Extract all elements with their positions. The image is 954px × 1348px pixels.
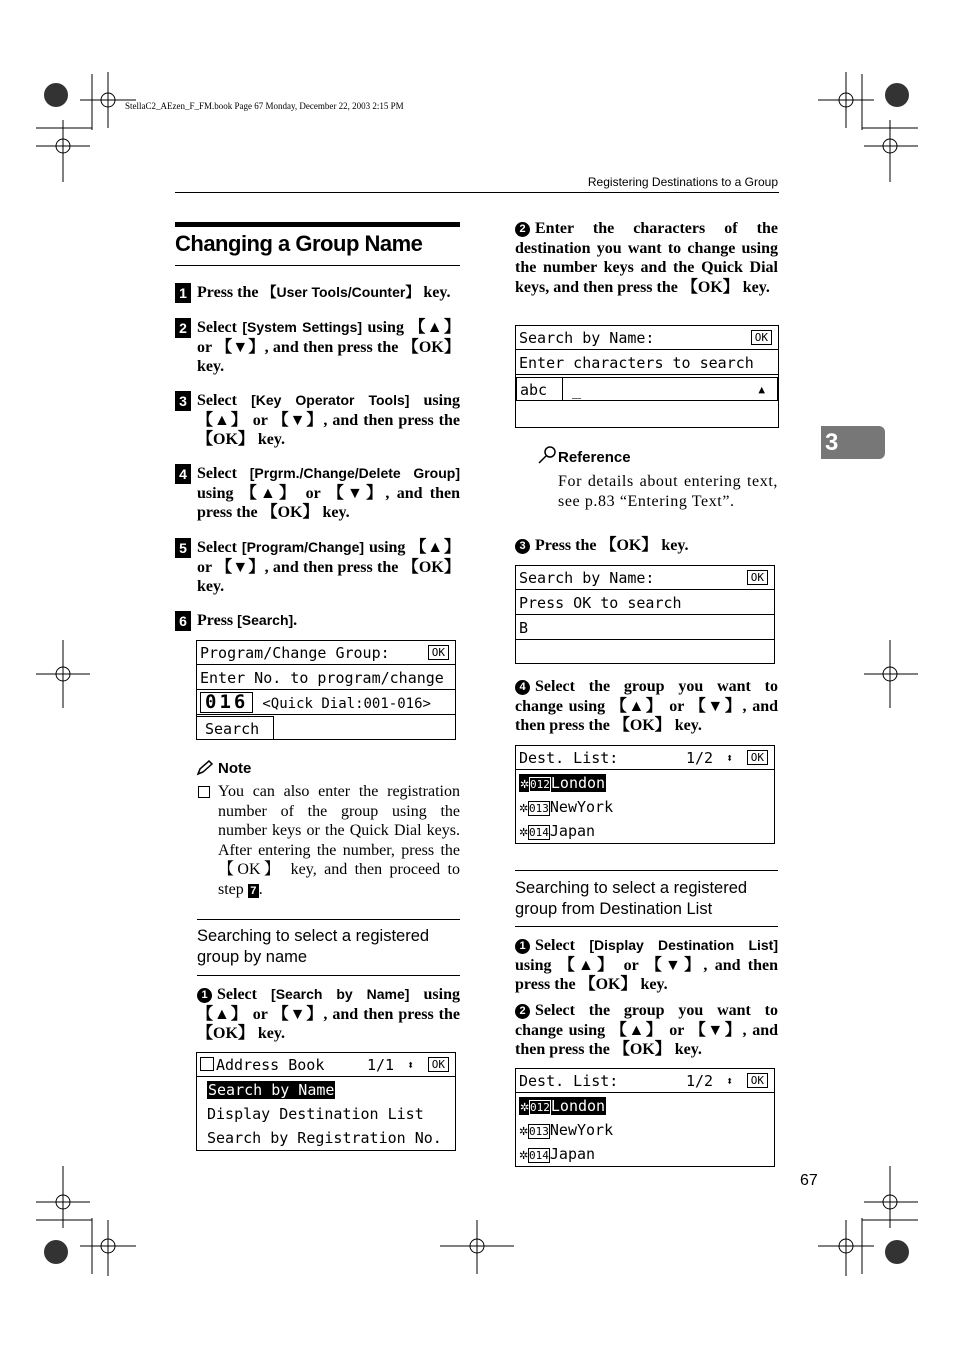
step-4: 4 Select [Prgrm./Change/Delete Group] using 【▲】 or 【▼】, and then press the 【OK】 key. xyxy=(197,464,460,523)
ok-badge: OK xyxy=(751,330,772,345)
page-indicator: 1/2 xyxy=(686,1072,714,1090)
dest-step-2: 2 Select the group you want to change using 【▲】 or 【▼】, and then press the 【OK】 key. xyxy=(515,1002,778,1059)
pencil-icon xyxy=(196,760,214,776)
step-2: 2 Select [System Settings] using 【▲】 or 【▼】, and then press the 【OK】 key. xyxy=(197,318,460,377)
key-label: [Display Destination List] xyxy=(589,937,778,953)
key-label: 【User Tools/Counter】 xyxy=(262,284,420,300)
page-indicator: 1/1 xyxy=(367,1056,395,1074)
step-5: 5 Select [Program/Change] using 【▲】 or 【▼】, and then press the 【OK】 key. xyxy=(197,538,460,597)
lcd-title: Dest. List: xyxy=(519,1072,619,1090)
group-icon: ✲ xyxy=(520,1097,530,1115)
subsection-by-name: Searching to select a registered group by name xyxy=(197,927,430,966)
key-label: [Prgrm./Change/Delete Group] xyxy=(249,465,460,481)
step-circle: 4 xyxy=(515,680,530,695)
lcd-title: Search by Name: xyxy=(519,569,655,587)
lcd-search-by-name-result xyxy=(515,565,775,664)
list-item[interactable]: ✲012London xyxy=(520,1097,606,1115)
subsection-rule-bottom xyxy=(515,926,778,927)
ok-badge: OK xyxy=(428,1057,449,1072)
scroll-arrows-icon: ⬍ xyxy=(726,1074,734,1088)
list-item[interactable]: ✲013NewYork xyxy=(519,798,614,816)
list-item[interactable]: ✲014Japan xyxy=(519,822,596,840)
ok-badge: OK xyxy=(747,750,768,765)
step-1: 1 Press the 【User Tools/Counter】 key. xyxy=(197,283,460,303)
key-label: [Program/Change] xyxy=(241,539,365,555)
subsection-rule-top xyxy=(515,870,778,871)
key-label: [Search] xyxy=(237,612,294,628)
checkbox-icon xyxy=(198,786,210,798)
lcd-search-by-name-input xyxy=(515,325,779,428)
note-heading: Note xyxy=(218,760,252,777)
reference-text: For details about entering text, see p.83 “Entering Text”. xyxy=(558,473,778,510)
page-indicator: 1/2 xyxy=(686,749,714,767)
input-mode: abc xyxy=(520,378,563,401)
menu-item-display-destination-list[interactable]: Display Destination List xyxy=(207,1105,424,1123)
lcd-prompt: Enter characters to search xyxy=(519,354,754,372)
list-item[interactable]: ✲012London xyxy=(520,774,606,792)
key-label: [Search by Name] xyxy=(271,986,410,1002)
note-text: You can also enter the registration number of the group using the number keys or the Quick Dial keys. After entering the number, press the 【OK】 key, and then proceed to step 7 . xyxy=(218,783,460,898)
quick-dial-range: <Quick Dial:001-016> xyxy=(262,696,431,712)
ok-badge: OK xyxy=(747,570,768,585)
key-label: [System Settings] xyxy=(242,319,363,335)
step-circle: 1 xyxy=(197,988,212,1003)
group-icon: ✲ xyxy=(519,822,529,840)
by-name-step-4: 4 Select the group you want to change using 【▲】 or 【▼】, and then press the 【OK】 key. xyxy=(515,678,778,735)
book-info-line: StellaC2_AEzen_F_FM.book Page 67 Monday, December 22, 2003 2:15 PM xyxy=(125,101,404,111)
group-icon: ✲ xyxy=(519,1145,529,1163)
magnifier-icon xyxy=(537,446,557,464)
reference-heading: Reference xyxy=(558,449,631,466)
lcd-address-book xyxy=(196,1052,456,1151)
ok-badge: OK xyxy=(428,645,449,660)
section-title: Changing a Group Name xyxy=(175,231,423,256)
step-number: 5 xyxy=(175,538,191,558)
ok-badge: OK xyxy=(747,1073,768,1088)
step-circle: 1 xyxy=(515,939,530,954)
step-number: 3 xyxy=(175,391,191,411)
group-number-input[interactable]: 016 xyxy=(200,692,253,713)
step-circle: 2 xyxy=(515,222,530,237)
step-3: 3 Select [Key Operator Tools] using 【▲】 or 【▼】, and then press the 【OK】 key. xyxy=(197,391,460,450)
page-number: 67 xyxy=(800,1172,818,1189)
step-number: 6 xyxy=(175,611,191,631)
step-circle: 3 xyxy=(515,539,530,554)
menu-item-search-by-registration[interactable]: Search by Registration No. xyxy=(207,1129,442,1147)
group-icon: ✲ xyxy=(520,774,530,792)
by-name-step-1: 1 Select [Search by Name] using 【▲】 or 【▼】, and then press the 【OK】 key. xyxy=(197,986,460,1043)
lcd-title: Search by Name: xyxy=(519,329,655,347)
by-name-step-2: 2 Enter the characters of the destination you want to change using the number keys and the Quick Dial keys, and then press the 【OK】 key. xyxy=(515,220,778,296)
by-name-step-3: 3 Press the 【OK】 key. xyxy=(515,536,778,556)
lcd-title: Program/Change Group: xyxy=(200,644,390,662)
lcd-prompt: Press OK to search xyxy=(519,594,682,612)
text-input[interactable]: _ xyxy=(572,381,582,399)
key-label: [Key Operator Tools] xyxy=(251,392,410,408)
scroll-arrows-icon: ⬍ xyxy=(726,751,734,765)
list-item[interactable]: ✲014Japan xyxy=(519,1145,596,1163)
step-6: 6 Press [Search]. xyxy=(197,611,460,631)
search-text[interactable]: B xyxy=(519,619,529,637)
subsection-dest-list: Searching to select a registered group from Destination List xyxy=(515,879,748,918)
step-circle: 2 xyxy=(515,1004,530,1019)
step-number: 2 xyxy=(175,318,191,338)
step-number: 1 xyxy=(175,283,191,303)
scroll-arrows-icon: ⬍ xyxy=(407,1058,415,1072)
step-number: 4 xyxy=(175,464,191,484)
subsection-rule-bottom xyxy=(197,975,460,976)
menu-item-search-by-name[interactable]: Search by Name xyxy=(208,1081,335,1099)
lcd-dest-list xyxy=(515,745,775,844)
lcd-dest-list-2 xyxy=(515,1068,775,1167)
step-ref: 7 xyxy=(248,884,259,898)
book-icon xyxy=(200,1057,214,1071)
lcd-program-change-group xyxy=(196,640,456,740)
lcd-prompt: Enter No. to program/change xyxy=(200,669,444,687)
dest-step-1: 1 Select [Display Destination List] using 【▲】 or 【▼】, and then press the 【OK】 key. xyxy=(515,937,778,994)
lcd-title: Dest. List: xyxy=(519,749,619,767)
chapter-tab: 3 xyxy=(821,426,885,459)
header-rule xyxy=(175,192,779,193)
title-underline xyxy=(175,265,460,266)
arrow-up-icon: ▲ xyxy=(758,383,765,396)
lcd-title: Address Book xyxy=(216,1056,325,1074)
title-bar xyxy=(175,222,460,227)
group-icon: ✲ xyxy=(519,1121,529,1139)
subsection-rule-top xyxy=(197,919,460,920)
search-button[interactable]: Search xyxy=(197,716,274,740)
list-item[interactable]: ✲013NewYork xyxy=(519,1121,614,1139)
group-icon: ✲ xyxy=(519,798,529,816)
running-head: Registering Destinations to a Group xyxy=(587,175,778,189)
